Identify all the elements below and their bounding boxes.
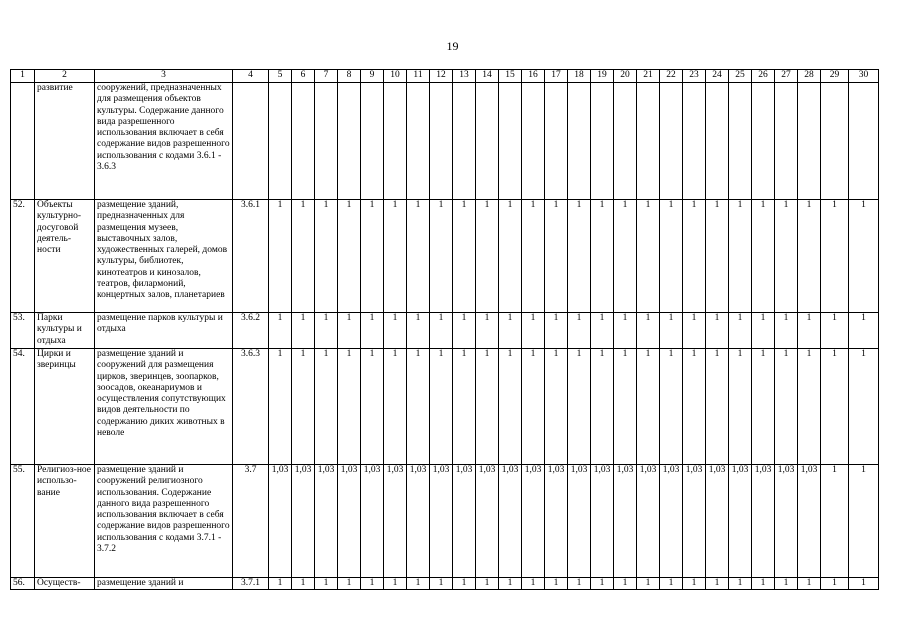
coefficient-cell xyxy=(568,83,591,200)
column-number-cell: 8 xyxy=(338,70,361,83)
land-use-name: Осуществ- xyxy=(35,578,95,590)
column-number-cell: 5 xyxy=(269,70,292,83)
coefficient-cell: 1,03 xyxy=(384,465,407,578)
coefficient-cell xyxy=(821,83,849,200)
coefficient-cell xyxy=(660,83,683,200)
coefficient-cell: 1 xyxy=(568,200,591,313)
coefficient-cell: 1 xyxy=(292,200,315,313)
column-number-cell: 30 xyxy=(849,70,879,83)
coefficient-cell: 1,03 xyxy=(522,465,545,578)
column-number-cell: 20 xyxy=(614,70,637,83)
land-use-code: 3.7.1 xyxy=(233,578,269,590)
coefficient-cell: 1,03 xyxy=(545,465,568,578)
coefficient-cell: 1 xyxy=(821,465,849,578)
coefficient-cell: 1 xyxy=(522,578,545,590)
coefficient-cell: 1 xyxy=(522,313,545,349)
coefficient-cell: 1 xyxy=(338,349,361,465)
coefficient-cell: 1 xyxy=(361,200,384,313)
land-use-code xyxy=(233,83,269,200)
column-number-cell: 10 xyxy=(384,70,407,83)
coefficient-cell: 1 xyxy=(269,349,292,465)
coefficient-cell: 1 xyxy=(384,200,407,313)
coefficient-cell: 1 xyxy=(706,349,729,465)
coefficient-cell: 1 xyxy=(361,313,384,349)
coefficient-cell: 1 xyxy=(568,349,591,465)
coefficient-cell xyxy=(798,83,821,200)
coefficient-cell: 1 xyxy=(476,349,499,465)
coefficient-cell: 1 xyxy=(407,349,430,465)
coefficient-cell xyxy=(614,83,637,200)
coefficient-cell: 1 xyxy=(775,200,798,313)
table-row xyxy=(11,200,879,313)
coefficient-cell: 1 xyxy=(849,349,879,465)
coefficient-cell: 1,03 xyxy=(269,465,292,578)
column-number-cell: 15 xyxy=(499,70,522,83)
page-number: 19 xyxy=(446,39,459,53)
coefficient-cell: 1 xyxy=(821,313,849,349)
coefficient-cell: 1 xyxy=(729,349,752,465)
coefficient-cell: 1 xyxy=(821,578,849,590)
coefficient-cell: 1 xyxy=(614,200,637,313)
coefficient-cell: 1 xyxy=(499,578,522,590)
coefficient-cell: 1 xyxy=(775,349,798,465)
land-use-description: размещение зданий, предназначенных для размещения музеев, выставочных залов, художественных галерей, домов культуры, библиотек, кинотеатров и кинозалов, театров, филармоний, концертных залов, планетариев xyxy=(95,200,233,313)
coefficient-cell: 1,03 xyxy=(706,465,729,578)
coefficient-cell: 1 xyxy=(798,313,821,349)
column-number-cell: 1 xyxy=(11,70,35,83)
coefficient-cell: 1 xyxy=(729,578,752,590)
coefficient-cell xyxy=(292,83,315,200)
coefficient-cell: 1 xyxy=(591,349,614,465)
land-use-name: развитие xyxy=(35,83,95,200)
coefficient-cell: 1 xyxy=(660,313,683,349)
coefficient-cell: 1 xyxy=(545,313,568,349)
land-use-code: 3.7 xyxy=(233,465,269,578)
coefficient-cell: 1 xyxy=(476,578,499,590)
coefficient-cell: 1 xyxy=(752,313,775,349)
row-number: 54. xyxy=(11,349,35,465)
column-number-cell: 6 xyxy=(292,70,315,83)
coefficient-cell: 1 xyxy=(637,578,660,590)
coefficient-cell: 1 xyxy=(430,313,453,349)
coefficient-cell: 1 xyxy=(591,313,614,349)
column-number-cell: 2 xyxy=(35,70,95,83)
coefficient-cell: 1 xyxy=(407,200,430,313)
column-number-cell: 4 xyxy=(233,70,269,83)
coefficient-cell: 1 xyxy=(361,349,384,465)
coefficient-cell: 1 xyxy=(453,578,476,590)
coefficient-cell: 1 xyxy=(591,578,614,590)
coefficient-cell: 1,03 xyxy=(292,465,315,578)
coefficient-cell: 1 xyxy=(522,349,545,465)
coefficient-cell: 1 xyxy=(849,313,879,349)
coefficient-cell: 1 xyxy=(637,313,660,349)
coefficient-cell xyxy=(591,83,614,200)
land-use-code: 3.6.3 xyxy=(233,349,269,465)
coefficient-cell: 1 xyxy=(338,200,361,313)
coefficient-cell: 1 xyxy=(683,200,706,313)
land-use-code: 3.6.2 xyxy=(233,313,269,349)
coefficient-cell: 1 xyxy=(476,313,499,349)
row-number: 52. xyxy=(11,200,35,313)
coefficient-cell: 1 xyxy=(849,200,879,313)
table-row xyxy=(11,465,879,578)
coefficient-cell: 1,03 xyxy=(338,465,361,578)
coefficient-cell: 1 xyxy=(614,349,637,465)
coefficient-cell: 1 xyxy=(292,578,315,590)
coefficient-cell: 1 xyxy=(453,313,476,349)
coefficient-cell: 1 xyxy=(453,200,476,313)
coefficient-cell xyxy=(849,83,879,200)
coefficient-cell: 1 xyxy=(499,200,522,313)
coefficient-cell: 1 xyxy=(453,349,476,465)
column-number-cell: 22 xyxy=(660,70,683,83)
coefficient-cell: 1,03 xyxy=(798,465,821,578)
coefficient-cell: 1,03 xyxy=(752,465,775,578)
coefficient-cell: 1 xyxy=(338,578,361,590)
coefficient-cell: 1 xyxy=(407,313,430,349)
coefficient-cell: 1 xyxy=(384,578,407,590)
coefficient-cell: 1 xyxy=(269,200,292,313)
coefficient-cell: 1 xyxy=(752,200,775,313)
land-use-description: сооружений, предназначенных для размещения объектов культуры. Содержание данного вида разрешенного использования включает в себя содержание видов разрешенного использования с кодами 3.6.1 - 3.6.3 xyxy=(95,83,233,200)
coefficient-cell: 1 xyxy=(660,349,683,465)
column-number-cell: 14 xyxy=(476,70,499,83)
row-number: 56. xyxy=(11,578,35,590)
coefficient-cell: 1,03 xyxy=(683,465,706,578)
coefficient-cell: 1 xyxy=(729,200,752,313)
land-use-name: Цирки и зверинцы xyxy=(35,349,95,465)
coefficient-cell: 1 xyxy=(729,313,752,349)
land-use-description: размещение парков культуры и отдыха xyxy=(95,313,233,349)
coefficient-cell: 1,03 xyxy=(775,465,798,578)
coefficient-cell: 1 xyxy=(775,578,798,590)
table-row xyxy=(11,313,879,349)
column-number-cell: 13 xyxy=(453,70,476,83)
coefficient-cell: 1 xyxy=(637,349,660,465)
coefficient-cell: 1,03 xyxy=(430,465,453,578)
coefficient-cell: 1 xyxy=(614,578,637,590)
coefficient-cell: 1 xyxy=(407,578,430,590)
coefficient-cell: 1 xyxy=(798,200,821,313)
row-number: 53. xyxy=(11,313,35,349)
coefficient-cell: 1 xyxy=(430,578,453,590)
coefficient-cell: 1 xyxy=(752,578,775,590)
coefficient-cell: 1 xyxy=(384,349,407,465)
coefficient-cell xyxy=(453,83,476,200)
coefficient-cell: 1 xyxy=(315,578,338,590)
column-number-cell: 3 xyxy=(95,70,233,83)
column-number-cell: 17 xyxy=(545,70,568,83)
coefficient-cell: 1 xyxy=(499,313,522,349)
land-use-description: размещение зданий и сооружений для размещения цирков, зверинцев, зоопарков, зоосадов, океанариумов и осуществления сопутствующих видов деятельности по содержанию диких животных в неволе xyxy=(95,349,233,465)
coefficient-cell: 1,03 xyxy=(729,465,752,578)
land-use-name: Объекты культурно-досуговой деятель-ности xyxy=(35,200,95,313)
coefficient-cell: 1 xyxy=(568,313,591,349)
coefficient-cell: 1 xyxy=(683,578,706,590)
coefficient-cell: 1 xyxy=(269,578,292,590)
coefficient-cell xyxy=(752,83,775,200)
coefficient-cell: 1 xyxy=(683,313,706,349)
table-row xyxy=(11,349,879,465)
coefficient-cell: 1 xyxy=(292,313,315,349)
coefficient-cell xyxy=(338,83,361,200)
land-use-description: размещение зданий и сооружений религиозного использования. Содержание данного вида разрешенного использования включает в себя содержание видов разрешенного использования с кодами 3.7.1 - 3.7.2 xyxy=(95,465,233,578)
land-use-name: Парки культуры и отдыха xyxy=(35,313,95,349)
coefficient-cell: 1 xyxy=(660,578,683,590)
coefficient-cell: 1 xyxy=(292,349,315,465)
coefficient-cell xyxy=(407,83,430,200)
coefficient-cell xyxy=(384,83,407,200)
land-use-name: Религиоз-ное использо-вание xyxy=(35,465,95,578)
coefficient-cell: 1 xyxy=(545,578,568,590)
coefficient-cell xyxy=(315,83,338,200)
row-number: 55. xyxy=(11,465,35,578)
land-use-description: размещение зданий и xyxy=(95,578,233,590)
coefficient-cell: 1,03 xyxy=(499,465,522,578)
column-number-cell: 19 xyxy=(591,70,614,83)
coefficient-cell xyxy=(637,83,660,200)
coefficient-cell: 1,03 xyxy=(591,465,614,578)
coefficient-cell xyxy=(545,83,568,200)
coefficient-cell: 1,03 xyxy=(453,465,476,578)
coefficient-cell: 1 xyxy=(269,313,292,349)
coefficient-cell: 1,03 xyxy=(361,465,384,578)
coefficient-cell: 1 xyxy=(821,200,849,313)
coefficient-cell: 1 xyxy=(338,313,361,349)
coefficient-cell: 1 xyxy=(849,465,879,578)
coefficient-cell: 1 xyxy=(637,200,660,313)
coefficient-cell xyxy=(361,83,384,200)
coefficient-cell: 1 xyxy=(706,313,729,349)
coefficient-cell: 1 xyxy=(591,200,614,313)
coefficient-cell xyxy=(729,83,752,200)
coefficient-cell: 1 xyxy=(545,349,568,465)
coefficient-cell: 1 xyxy=(706,200,729,313)
coefficient-cell xyxy=(683,83,706,200)
coefficient-cell: 1 xyxy=(706,578,729,590)
coefficient-cell: 1,03 xyxy=(315,465,338,578)
coefficient-cell: 1,03 xyxy=(637,465,660,578)
column-number-cell: 27 xyxy=(775,70,798,83)
coefficient-cell: 1 xyxy=(315,349,338,465)
coefficient-cell: 1 xyxy=(476,200,499,313)
coefficient-cell xyxy=(430,83,453,200)
column-number-cell: 12 xyxy=(430,70,453,83)
coefficient-cell: 1,03 xyxy=(407,465,430,578)
coefficient-cell: 1 xyxy=(849,578,879,590)
coefficient-cell: 1,03 xyxy=(614,465,637,578)
coefficient-cell: 1 xyxy=(752,349,775,465)
column-number-cell: 29 xyxy=(821,70,849,83)
coefficient-cell: 1 xyxy=(499,349,522,465)
coefficient-cell: 1 xyxy=(798,349,821,465)
coefficient-cell: 1 xyxy=(798,578,821,590)
coefficient-cell: 1 xyxy=(568,578,591,590)
coefficient-cell xyxy=(499,83,522,200)
column-number-cell: 9 xyxy=(361,70,384,83)
column-number-cell: 23 xyxy=(683,70,706,83)
column-number-cell: 26 xyxy=(752,70,775,83)
coefficient-cell xyxy=(706,83,729,200)
coefficient-cell: 1 xyxy=(430,200,453,313)
column-number-cell: 21 xyxy=(637,70,660,83)
column-number-cell: 18 xyxy=(568,70,591,83)
column-number-cell: 25 xyxy=(729,70,752,83)
column-number-cell: 11 xyxy=(407,70,430,83)
column-number-row xyxy=(11,70,879,83)
coefficient-cell: 1 xyxy=(315,200,338,313)
coefficient-cell: 1 xyxy=(315,313,338,349)
coefficient-cell xyxy=(522,83,545,200)
coefficient-cell xyxy=(269,83,292,200)
coefficient-cell: 1,03 xyxy=(568,465,591,578)
coefficient-cell xyxy=(775,83,798,200)
row-number xyxy=(11,83,35,200)
coefficient-cell: 1 xyxy=(522,200,545,313)
coefficient-cell: 1 xyxy=(361,578,384,590)
coefficient-cell: 1 xyxy=(660,200,683,313)
coefficient-cell xyxy=(476,83,499,200)
coefficient-cell: 1 xyxy=(430,349,453,465)
column-number-cell: 7 xyxy=(315,70,338,83)
column-number-cell: 28 xyxy=(798,70,821,83)
coefficient-cell: 1 xyxy=(775,313,798,349)
coefficient-cell: 1,03 xyxy=(660,465,683,578)
coefficient-cell: 1 xyxy=(384,313,407,349)
coefficient-cell: 1 xyxy=(614,313,637,349)
table-row xyxy=(11,578,879,590)
table-row xyxy=(11,83,879,200)
coefficient-cell: 1,03 xyxy=(476,465,499,578)
land-use-code: 3.6.1 xyxy=(233,200,269,313)
coefficient-cell: 1 xyxy=(821,349,849,465)
column-number-cell: 24 xyxy=(706,70,729,83)
column-number-cell: 16 xyxy=(522,70,545,83)
coefficient-cell: 1 xyxy=(545,200,568,313)
land-use-table xyxy=(10,69,879,590)
coefficient-cell: 1 xyxy=(683,349,706,465)
